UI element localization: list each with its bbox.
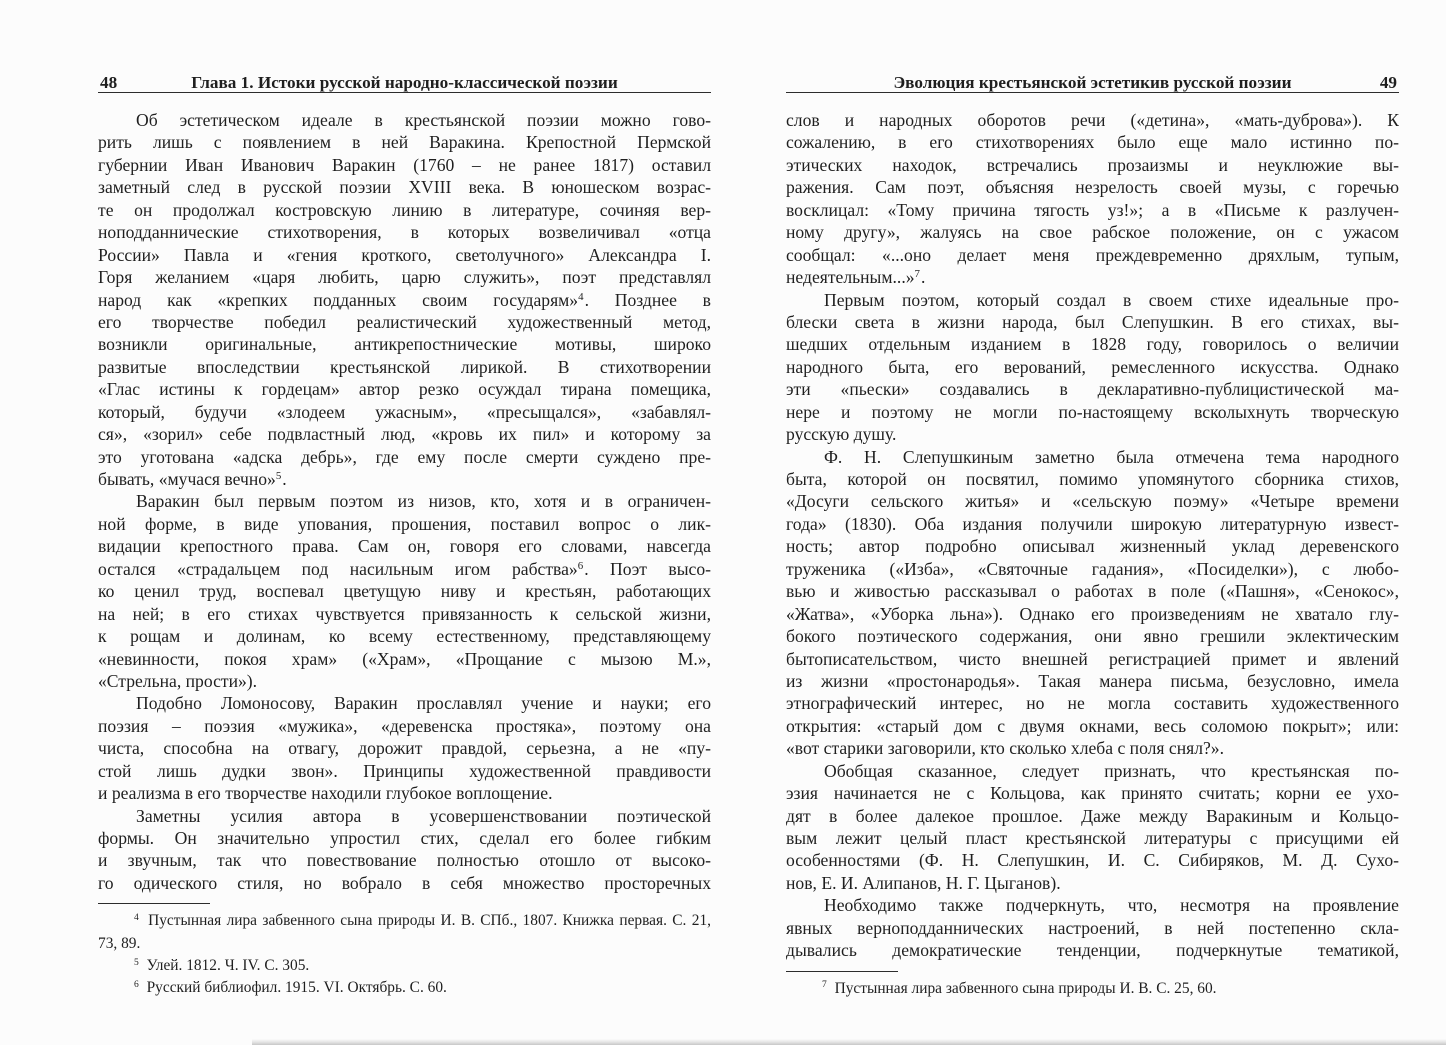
text-line: Обобщая сказанное, следует признать, что крестьянская по-: [824, 760, 1399, 781]
text-line: бытописательством, чисто внешней регистрацией примет и явлений: [786, 648, 1399, 669]
text-line: этических находок, встречались прозаизмы и неуклюжие вы-: [786, 154, 1399, 175]
text-line: видации крепостного права. Сам он, говоря его словами, навсегда: [98, 536, 711, 557]
text-line: бокого поэтического содержания, они явно грешили эклектическим: [786, 626, 1399, 647]
text-line: «невинности, покоя храм» («Храм», «Прощание с мызою М.»,: [98, 648, 711, 669]
right-page-number: 49: [1379, 73, 1397, 92]
paragraph: [786, 446, 1399, 760]
text-line: Необходимо также подчеркнуть, что, несмотря на проявление: [824, 895, 1399, 916]
text-line: развитые впоследствии крестьянской лирикой. В стихотворении: [98, 356, 711, 377]
text-line: который, будучи «злодеем ужасным», «пресыщался», «забавлял-: [98, 401, 711, 422]
text-line: «Глас истины к гордецам» автор резко осуждал тирана помещика,: [98, 379, 711, 400]
paragraph: [786, 109, 1399, 289]
text-line: формы. Он значительно упростил стих, сделал его более гибким: [98, 828, 711, 848]
text-line: ся», «зорил» себе подвластный люд, «кровь их пил» и которому за: [98, 424, 711, 445]
text-line: недеятельным...»$^7$.: [786, 267, 926, 288]
paragraph: [98, 692, 711, 804]
right-footnote-list: [786, 978, 1399, 1000]
text-line: бывать, «мучася вечно»$^5$.: [98, 469, 287, 489]
text-line: «вот старики заговорили, кто сколько хлеба с поля снял?».: [786, 738, 1225, 759]
text-line: вым лежит целый пласт крестьянской литературы с присущими ей: [786, 828, 1399, 848]
text-line: народ как «крепких подданных своим государям»$^4$. Позднее в: [98, 289, 711, 310]
text-line: поэзия – поэзия «мужика», «деревенска простяка», поэтому она: [98, 715, 711, 736]
text-line: Заметны усилия автора в усовершенствовании поэтической: [136, 805, 711, 826]
left-running-header: [98, 72, 711, 93]
scan-edge-shadow: [252, 1039, 1446, 1045]
text-line: на ней; в его стихах чувствуется привязанность к сельской жизни,: [98, 603, 711, 624]
text-line: слов и народных оборотов речи («детина», «мать-дуброва»). К: [786, 110, 1399, 130]
footnote: $^6$ Русский библиофил. 1915. VI. Октябрь. С. 60.: [134, 978, 447, 997]
text-line: ному другу», жалуясь на свое рабское положение, он с ужасом: [786, 222, 1399, 243]
footnote-separator-rule: [98, 903, 210, 904]
text-line: остался «страдальцем под насильным игом рабства»$^6$. Поэт высо-: [98, 558, 711, 579]
text-line: заметный след в русской поэзии XVIII века. В юношеском возрас-: [98, 177, 711, 198]
right-page-body: [786, 109, 1399, 962]
right-running-header: [786, 72, 1399, 93]
footnote-ref: 4: [578, 290, 584, 303]
text-line: блески света в жизни народа, был Слепушкин. В его стихах, вы-: [786, 311, 1399, 332]
text-line: Варакин был первым поэтом из низов, кто, хотя и в ограничен-: [136, 491, 711, 512]
text-line: дывались демократические тенденции, подчеркнутые тематикой,: [786, 940, 1399, 961]
text-line: явных верноподданнических настроений, в ней постепенно скла-: [786, 917, 1399, 938]
text-line: ноподданнические стихотворения, в которых возвеличивал «отца: [98, 222, 711, 243]
paragraph: [98, 805, 711, 895]
paragraph: [98, 490, 711, 692]
right-running-title: Эволюция крестьянской эстетикив русской поэзии: [893, 73, 1292, 92]
text-line: Горя желанием «царя любить, царю служить», поэт представлял: [98, 267, 711, 288]
text-line: народного быта, его верований, ремесленного искусства. Однако: [786, 356, 1399, 377]
text-line: труженика («Изба», «Святочные гадания», «Посиделки»), с любо-: [786, 558, 1399, 579]
text-line: рить лишь с появлением в ней Варакина. Крепостной Пермской: [98, 132, 711, 153]
text-line: и звучным, так что повествование полностью отошло от высоко-: [98, 850, 711, 871]
text-line: шедших отдельным изданием в 1828 году, говорилось о величии: [786, 334, 1399, 355]
text-line: этнографический интерес, но не могла составить художественного: [786, 693, 1399, 714]
text-line: ность; автор подробно описывал жизненный уклад деревенского: [786, 536, 1399, 557]
left-page-body: [98, 109, 711, 894]
text-line: ной форме, в виде упования, прошения, поставил вопрос о лик-: [98, 513, 711, 534]
footnote: $^7$ Пустынная лира забвенного сына природы И. В. С. 25, 60.: [822, 979, 1217, 997]
text-line: губернии Иван Иванович Варакин (1760 – не ранее 1817) оставил: [98, 154, 711, 175]
text-line: возникли оригинальные, антикрепостнические мотивы, широко: [98, 334, 711, 355]
text-line: «Жатва», «Уборка льна»). Однако его произведениям не хватало глу-: [786, 603, 1399, 624]
text-line: открытия: «старый дом с двумя окнами, весь соломою покрыт»; или:: [786, 715, 1399, 736]
text-line: Подобно Ломоносову, Варакин прославлял учение и науки; его: [136, 693, 711, 714]
text-line: вью и живостью рассказывал о работах в поле («Пашня», «Сенокос»,: [786, 581, 1399, 602]
text-line: сообщал: «...оно делает меня преждевременно дряхлым, тупым,: [786, 244, 1399, 265]
left-running-title: Глава 1. Истоки русской народно-классической поэзии: [191, 73, 618, 92]
footnote-separator-rule: [786, 971, 898, 972]
footnote: $^4$ Пустынная лира забвенного сына природы И. В. СПб., 1807. Книжка первая. С. 21, 73, 89.: [98, 912, 711, 952]
left-page: [98, 0, 711, 1000]
paragraph: [786, 289, 1399, 446]
right-footnote-block: [786, 971, 1399, 1000]
text-line: года» (1830). Оба издания получили широкую литературную извест-: [786, 513, 1399, 534]
text-line: его творчестве победил реалистический художественный метод,: [98, 311, 711, 332]
text-line: Первым поэтом, который создал в своем стихе идеальные про-: [824, 289, 1399, 310]
footnote-ref: 7: [914, 268, 920, 281]
text-line: нере и поэтому не могли по-настоящему всколыхнуть творческую: [786, 401, 1399, 422]
text-line: «Стрельна, прости»).: [98, 670, 258, 691]
footnote-marker: 4: [134, 912, 139, 924]
footnote-ref: 6: [577, 559, 584, 572]
left-footnote-list: [98, 910, 711, 999]
text-line: Об эстетическом идеале в крестьянской поэзии можно гово-: [136, 110, 711, 130]
text-line: дят в более далекое прошлое. Даже между Варакиным и Кольцо-: [786, 805, 1399, 826]
left-page-number: 48: [100, 73, 118, 92]
text-line: быта, которой он посвятил, помимо упомянутого сборника стихов,: [786, 469, 1399, 489]
text-line: эти «пьески» создавались в декларативно-публицистической ма-: [786, 379, 1399, 400]
footnote-marker: 6: [134, 978, 139, 990]
text-line: это уготована «адска дебрь», где ему после смерти суждено пре-: [98, 446, 711, 467]
text-line: ражения. Сам поэт, объясняя незрелость своей музы, с горечью: [786, 177, 1399, 198]
paragraph: [786, 894, 1399, 961]
text-line: Ф. Н. Слепушкиным заметно была отмечена тема народного: [824, 446, 1399, 467]
text-line: те он продолжал костровскую линию в литературе, сочиняя вер-: [98, 199, 711, 220]
text-line: го одического стиля, но вобрало в себя множество просторечных: [98, 872, 711, 893]
text-line: к рощам и долинам, ко всему естественному, представляющему: [98, 626, 711, 647]
paragraph: [98, 109, 711, 490]
text-line: стой лишь дудки звон». Принципы художественной правдивости: [98, 760, 711, 781]
footnote: $^5$ Улей. 1812. Ч. IV. С. 305.: [134, 956, 310, 974]
text-line: особенностями (Ф. Н. Слепушкин, И. С. Сибиряков, М. Д. Сухо-: [786, 850, 1399, 871]
text-line: эзия начинается не с Кольцова, как принято считать; корни ее ухо-: [786, 783, 1399, 804]
text-line: русскую душу.: [786, 424, 897, 445]
text-line: восклицал: «Тому причина тягость уз!»; а в «Письме к разлучен-: [786, 199, 1399, 220]
paragraph: [786, 760, 1399, 895]
text-line: чиста, способна на отвагу, дорожит правдой, серьезна, а не «пу-: [98, 738, 711, 759]
text-line: и реализма в его творчестве находили глубокое воплощение.: [98, 783, 553, 804]
text-line: нов, Е. И. Алипанов, Н. Г. Цыганов).: [786, 872, 1061, 893]
left-footnote-block: [98, 903, 711, 999]
footnote-ref: 5: [275, 470, 282, 482]
right-page: [786, 0, 1399, 1000]
text-line: из жизни «простонародья». Такая манера письма, безусловно, имела: [786, 670, 1399, 691]
text-line: «Досуги сельского житья» и «сельскую поэму» «Четыре времени: [786, 491, 1399, 512]
text-line: ко ценил труд, воспевал цветущую ниву и крестьян, работающих: [98, 581, 711, 602]
text-line: сожалению, в его стихотворениях было еще мало истинно по-: [786, 132, 1399, 153]
text-line: России» Павла и «гения кроткого, светолучного» Александра I.: [98, 244, 711, 265]
footnote-marker: 5: [134, 956, 139, 968]
footnote-marker: 7: [822, 979, 827, 991]
